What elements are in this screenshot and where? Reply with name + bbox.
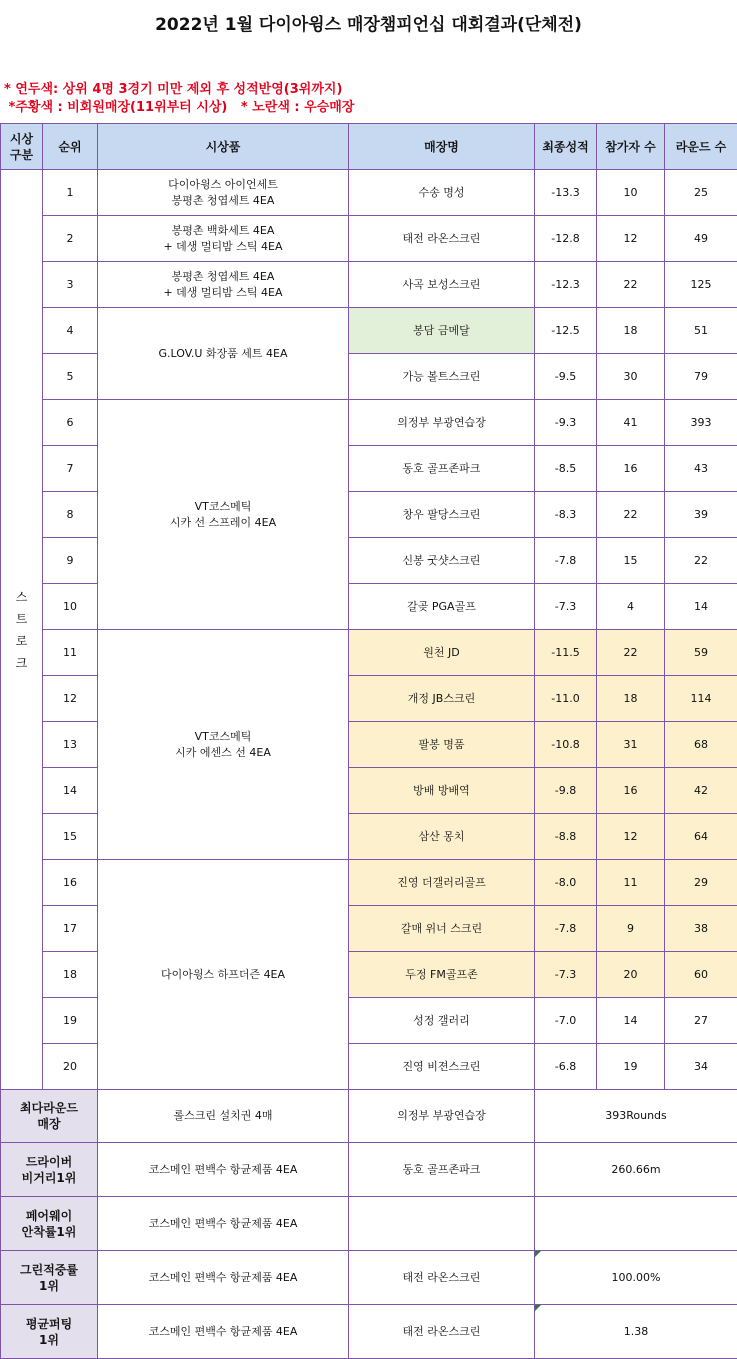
- players-cell: 14: [597, 998, 665, 1044]
- score-cell: -6.8: [535, 1044, 597, 1090]
- score-cell: -10.8: [535, 722, 597, 768]
- rank-cell: 10: [43, 584, 98, 630]
- rounds-cell: 27: [665, 998, 737, 1044]
- score-cell: -12.8: [535, 216, 597, 262]
- score-cell: -8.0: [535, 860, 597, 906]
- rounds-cell: 79: [665, 354, 737, 400]
- special-award-store: 태전 라온스크린: [349, 1251, 535, 1305]
- store-cell: 동호 골프존파크: [349, 446, 535, 492]
- store-cell: 갈매 위너 스크린: [349, 906, 535, 952]
- store-cell: 봉담 금메달: [349, 308, 535, 354]
- prize-cell: 봉평촌 백화세트 4EA + 데생 멀티밤 스틱 4EA: [98, 216, 349, 262]
- prize-cell: 다이아윙스 하프더즌 4EA: [98, 860, 349, 1090]
- store-cell: 진영 비젼스크린: [349, 1044, 535, 1090]
- rank-cell: 3: [43, 262, 98, 308]
- header-prize: 시상품: [98, 124, 349, 170]
- score-cell: -12.5: [535, 308, 597, 354]
- table-row: [1, 400, 737, 446]
- rounds-cell: 25: [665, 170, 737, 216]
- rank-cell: 7: [43, 446, 98, 492]
- special-award-store: 태전 라온스크린: [349, 1305, 535, 1359]
- store-cell: 태전 라온스크린: [349, 216, 535, 262]
- store-cell: 창우 팔당스크린: [349, 492, 535, 538]
- note-green-rule: * 연두색: 상위 4명 3경기 미만 제외 후 성적반영(3위까지): [4, 78, 342, 97]
- rounds-cell: 29: [665, 860, 737, 906]
- rank-cell: 16: [43, 860, 98, 906]
- special-award-prize: 코스메인 편백수 항균제품 4EA: [98, 1305, 349, 1359]
- special-award-row: [1, 1197, 737, 1251]
- table-row: [1, 216, 737, 262]
- special-award-label: 최다라운드 매장: [1, 1090, 98, 1143]
- rounds-cell: 14: [665, 584, 737, 630]
- score-cell: -9.8: [535, 768, 597, 814]
- rounds-cell: 393: [665, 400, 737, 446]
- table-row: [1, 630, 737, 676]
- players-cell: 41: [597, 400, 665, 446]
- rank-cell: 4: [43, 308, 98, 354]
- header-round-count: 라운드 수: [665, 124, 737, 170]
- page-title: 2022년 1월 다이아윙스 매장챔피언십 대회결과(단체전): [0, 10, 737, 35]
- special-award-row: [1, 1143, 737, 1197]
- score-cell: -7.3: [535, 952, 597, 998]
- special-award-prize: 롤스크린 설치권 4매: [98, 1090, 349, 1143]
- players-cell: 31: [597, 722, 665, 768]
- rank-cell: 2: [43, 216, 98, 262]
- special-award-label: 평균퍼팅 1위: [1, 1305, 98, 1359]
- rounds-cell: 68: [665, 722, 737, 768]
- rounds-cell: 59: [665, 630, 737, 676]
- players-cell: 19: [597, 1044, 665, 1090]
- rounds-cell: 43: [665, 446, 737, 492]
- header-rank: 순위: [43, 124, 98, 170]
- store-cell: 원천 JD: [349, 630, 535, 676]
- players-cell: 30: [597, 354, 665, 400]
- score-cell: -11.5: [535, 630, 597, 676]
- special-award-value: 100.00%: [535, 1251, 737, 1305]
- store-cell: 성정 갤러리: [349, 998, 535, 1044]
- players-cell: 10: [597, 170, 665, 216]
- rank-cell: 8: [43, 492, 98, 538]
- score-cell: -8.3: [535, 492, 597, 538]
- table-row: [1, 308, 737, 354]
- special-award-value: [535, 1197, 737, 1251]
- store-cell: 갈곶 PGA골프: [349, 584, 535, 630]
- players-cell: 18: [597, 308, 665, 354]
- prize-cell: 봉평촌 청엽세트 4EA + 데생 멀티밤 스틱 4EA: [98, 262, 349, 308]
- rank-cell: 9: [43, 538, 98, 584]
- rounds-cell: 49: [665, 216, 737, 262]
- score-cell: -7.8: [535, 906, 597, 952]
- rounds-cell: 42: [665, 768, 737, 814]
- players-cell: 22: [597, 630, 665, 676]
- score-cell: -12.3: [535, 262, 597, 308]
- rank-cell: 5: [43, 354, 98, 400]
- players-cell: 16: [597, 768, 665, 814]
- rank-cell: 12: [43, 676, 98, 722]
- category-stroke: 스 트 로 크: [1, 170, 43, 1090]
- prize-cell: VT코스메틱 시카 선 스프레이 4EA: [98, 400, 349, 630]
- note-color-legend: *주황색 : 비회원매장(11위부터 시상) * 노란색 : 우승매장: [4, 96, 354, 115]
- special-award-store: 의정부 부광연습장: [349, 1090, 535, 1143]
- rounds-cell: 39: [665, 492, 737, 538]
- prize-cell: 다이아윙스 아이언세트 봉평촌 청엽세트 4EA: [98, 170, 349, 216]
- header-row: [1, 124, 737, 170]
- special-award-label: 드라이버 비거리1위: [1, 1143, 98, 1197]
- rounds-cell: 51: [665, 308, 737, 354]
- rounds-cell: 114: [665, 676, 737, 722]
- rank-cell: 17: [43, 906, 98, 952]
- players-cell: 15: [597, 538, 665, 584]
- prize-cell: G.LOV.U 화장품 세트 4EA: [98, 308, 349, 400]
- score-cell: -7.0: [535, 998, 597, 1044]
- table-row: [1, 170, 737, 216]
- header-store: 매장명: [349, 124, 535, 170]
- score-cell: -8.8: [535, 814, 597, 860]
- header-player-count: 참가자 수: [597, 124, 665, 170]
- special-award-label: 그린적중률 1위: [1, 1251, 98, 1305]
- rounds-cell: 38: [665, 906, 737, 952]
- rank-cell: 14: [43, 768, 98, 814]
- rank-cell: 1: [43, 170, 98, 216]
- special-award-row: [1, 1251, 737, 1305]
- special-award-store: 동호 골프존파크: [349, 1143, 535, 1197]
- rank-cell: 11: [43, 630, 98, 676]
- special-award-store: [349, 1197, 535, 1251]
- special-award-value: 260.66m: [535, 1143, 737, 1197]
- header-category: 시상 구분: [1, 124, 43, 170]
- store-cell: 의정부 부광연습장: [349, 400, 535, 446]
- score-cell: -11.0: [535, 676, 597, 722]
- store-cell: 두정 FM골프존: [349, 952, 535, 998]
- rank-cell: 15: [43, 814, 98, 860]
- special-award-value: 393Rounds: [535, 1090, 737, 1143]
- special-award-label: 페어웨이 안착률1위: [1, 1197, 98, 1251]
- store-cell: 팔봉 명품: [349, 722, 535, 768]
- rank-cell: 6: [43, 400, 98, 446]
- header-final-score: 최종성적: [535, 124, 597, 170]
- score-cell: -7.3: [535, 584, 597, 630]
- store-cell: 진영 더갤러리골프: [349, 860, 535, 906]
- rounds-cell: 34: [665, 1044, 737, 1090]
- players-cell: 20: [597, 952, 665, 998]
- store-cell: 삼산 몽치: [349, 814, 535, 860]
- players-cell: 4: [597, 584, 665, 630]
- store-cell: 방배 방배역: [349, 768, 535, 814]
- players-cell: 22: [597, 492, 665, 538]
- players-cell: 12: [597, 814, 665, 860]
- store-cell: 사곡 보성스크린: [349, 262, 535, 308]
- special-award-prize: 코스메인 편백수 항균제품 4EA: [98, 1251, 349, 1305]
- score-cell: -9.3: [535, 400, 597, 446]
- store-cell: 개정 JB스크린: [349, 676, 535, 722]
- players-cell: 9: [597, 906, 665, 952]
- store-cell: 수송 명성: [349, 170, 535, 216]
- special-award-row: [1, 1090, 737, 1143]
- special-award-prize: 코스메인 편백수 항균제품 4EA: [98, 1197, 349, 1251]
- store-cell: 신봉 굿샷스크린: [349, 538, 535, 584]
- table-row: [1, 860, 737, 906]
- store-cell: 가능 볼트스크린: [349, 354, 535, 400]
- score-cell: -13.3: [535, 170, 597, 216]
- players-cell: 18: [597, 676, 665, 722]
- score-cell: -9.5: [535, 354, 597, 400]
- rounds-cell: 125: [665, 262, 737, 308]
- players-cell: 11: [597, 860, 665, 906]
- results-table: [0, 123, 737, 1359]
- rank-cell: 19: [43, 998, 98, 1044]
- table-row: [1, 262, 737, 308]
- score-cell: -8.5: [535, 446, 597, 492]
- score-cell: -7.8: [535, 538, 597, 584]
- special-award-value: 1.38: [535, 1305, 737, 1359]
- rounds-cell: 64: [665, 814, 737, 860]
- prize-cell: VT코스메틱 시카 에센스 선 4EA: [98, 630, 349, 860]
- rank-cell: 20: [43, 1044, 98, 1090]
- rank-cell: 18: [43, 952, 98, 998]
- players-cell: 12: [597, 216, 665, 262]
- players-cell: 22: [597, 262, 665, 308]
- rounds-cell: 22: [665, 538, 737, 584]
- special-award-row: [1, 1305, 737, 1359]
- special-award-prize: 코스메인 편백수 항균제품 4EA: [98, 1143, 349, 1197]
- players-cell: 16: [597, 446, 665, 492]
- rank-cell: 13: [43, 722, 98, 768]
- rounds-cell: 60: [665, 952, 737, 998]
